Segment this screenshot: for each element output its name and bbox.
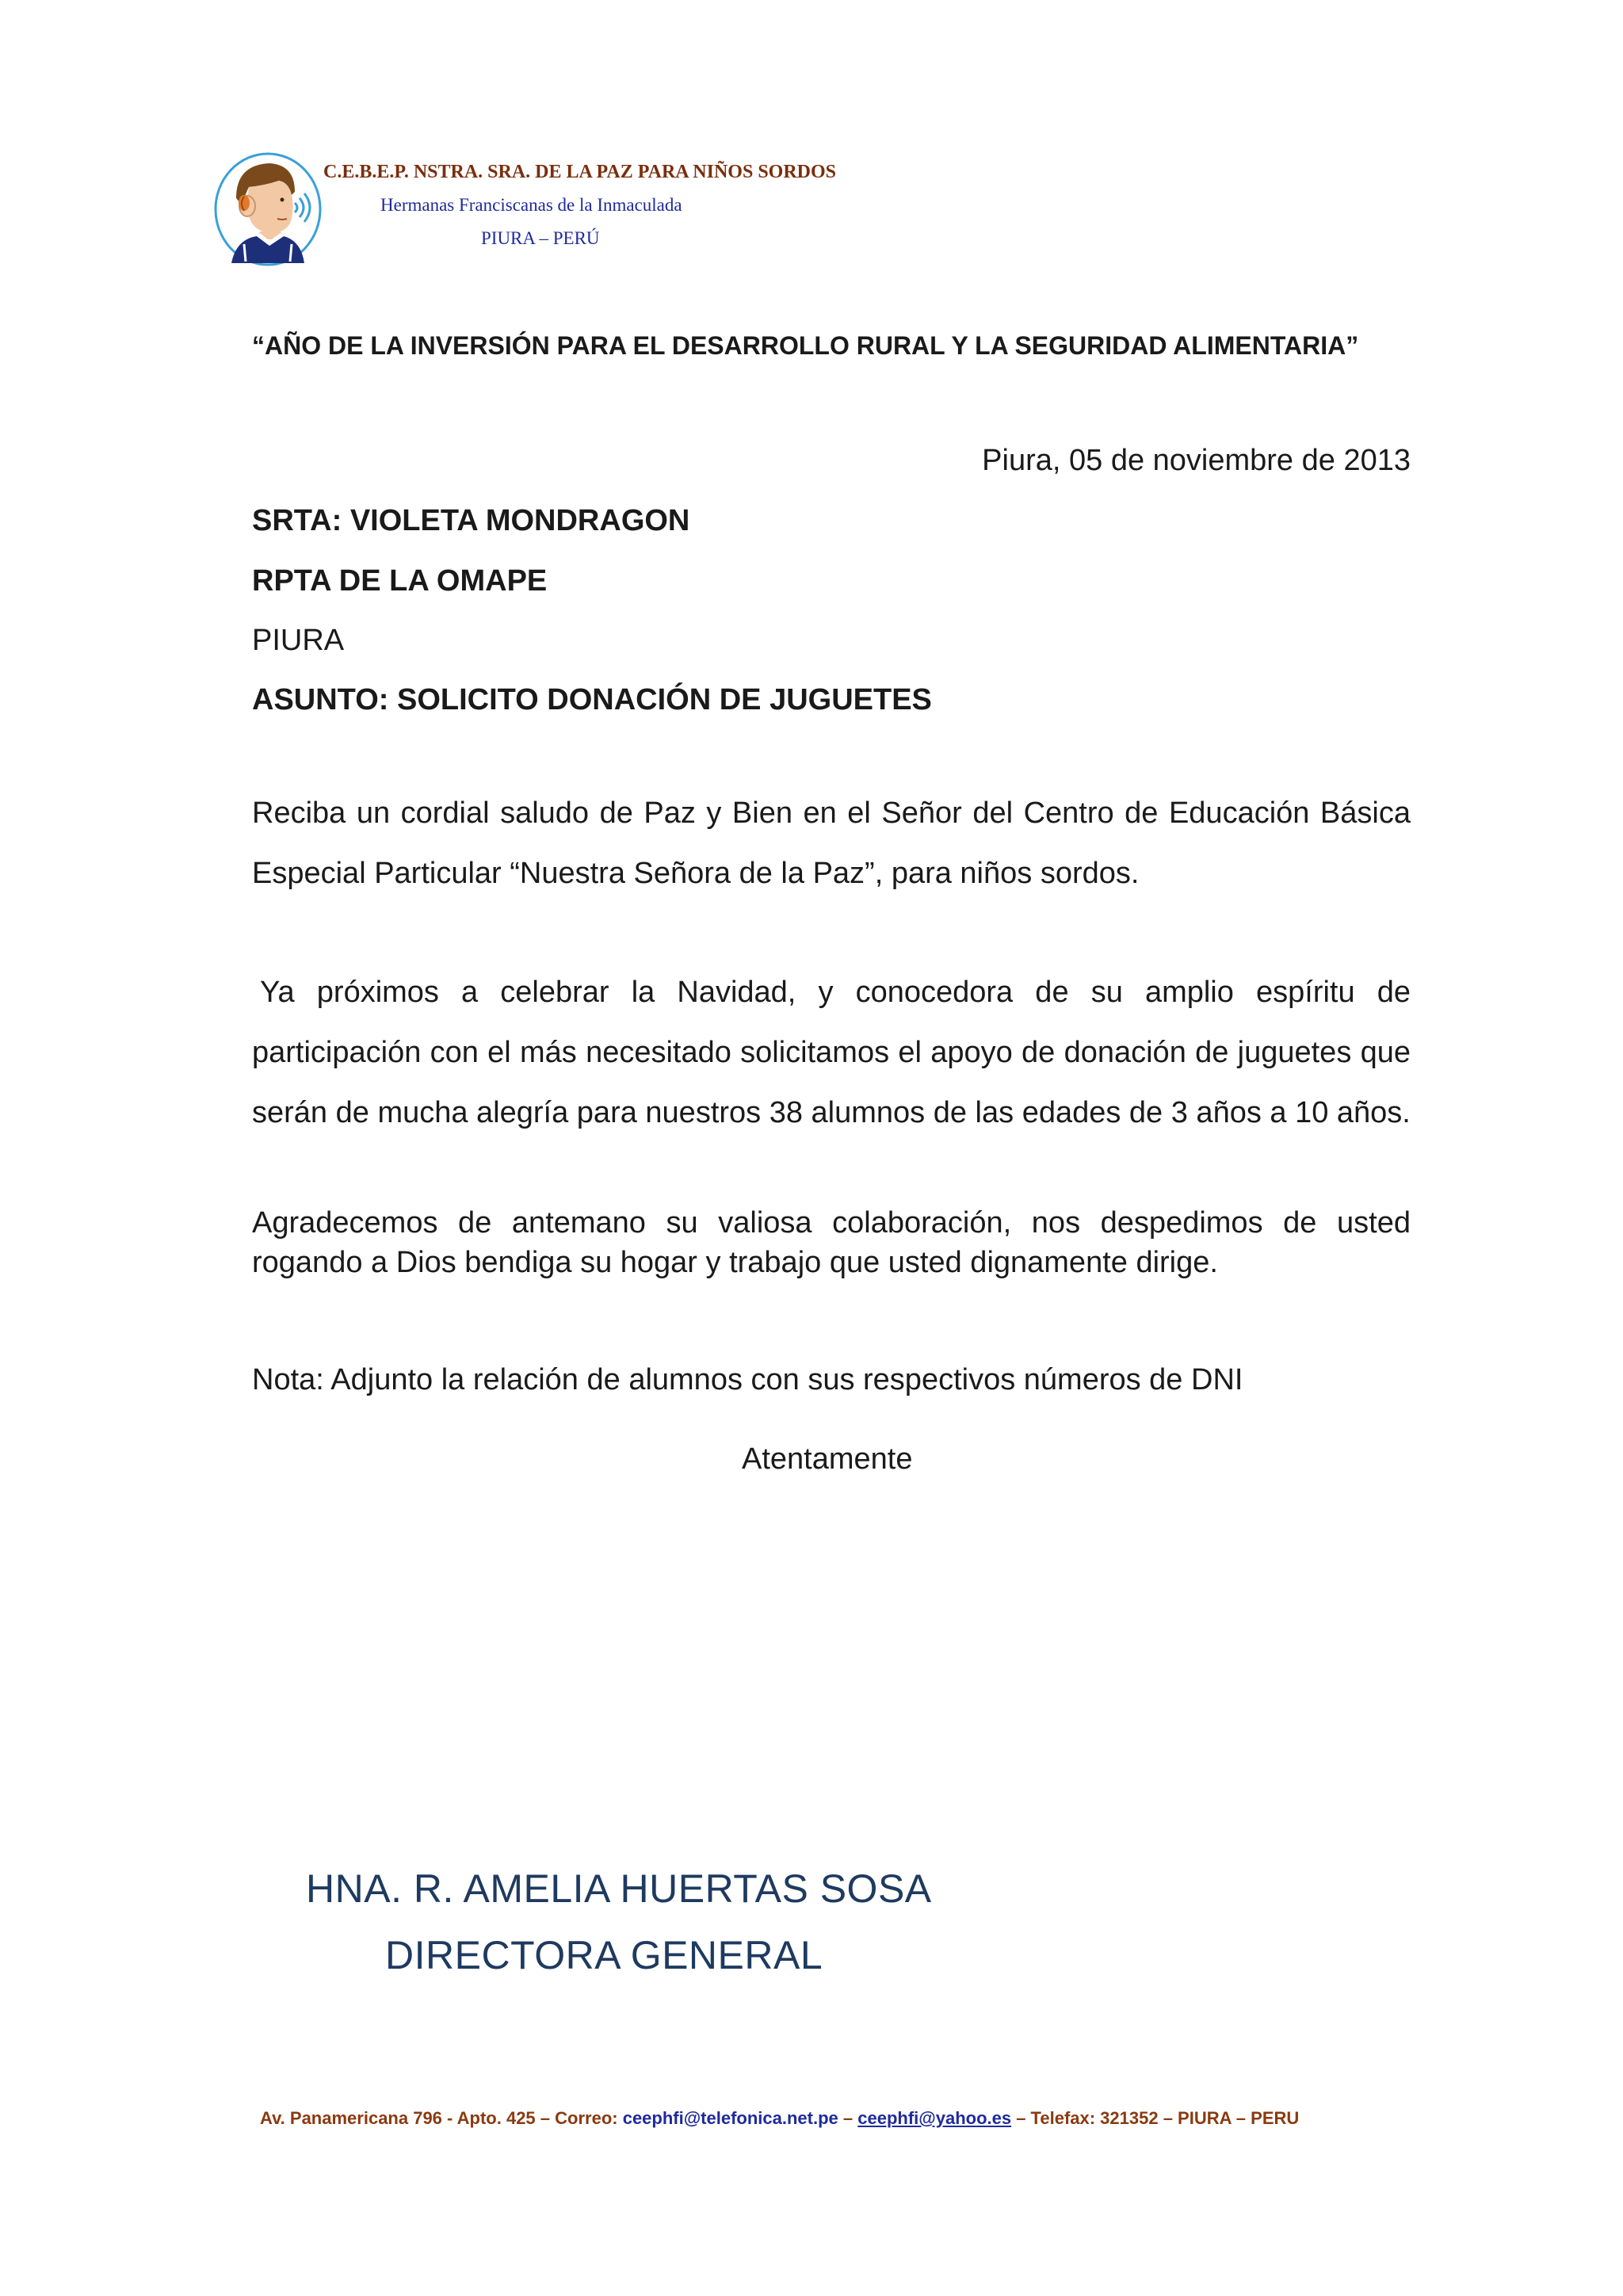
letter-date: Piura, 05 de noviembre de 2013 bbox=[982, 444, 1411, 477]
signatory-title: DIRECTORA GENERAL bbox=[385, 1933, 823, 1977]
footer-email-yahoo-link[interactable]: ceephfi@yahoo.es bbox=[857, 2108, 1012, 2128]
footer-separator: – bbox=[838, 2108, 858, 2128]
recipient-role: RPTA DE LA OMAPE bbox=[252, 564, 548, 598]
recipient-name: SRTA: VIOLETA MONDRAGON bbox=[252, 504, 690, 537]
footer-phone-location: – Telefax: 321352 – PIURA – PERU bbox=[1011, 2108, 1300, 2128]
recipient-city: PIURA bbox=[252, 624, 345, 657]
signatory-name: HNA. R. AMELIA HUERTAS SOSA bbox=[306, 1866, 932, 1911]
request-paragraph: Ya próximos a celebrar la Navidad, y conocedora de su amplio espíritu de participación con el más necesitado solicitamos el apoyo de donación de juguetes que serán de mucha alegría para nuestros 38 alumnos de las edades de 3 años a 10 años. bbox=[252, 976, 1411, 1129]
footer-address: Av. Panamericana 796 - Apto. 425 – Correo: bbox=[260, 2108, 623, 2128]
letter-subject: ASUNTO: SOLICITO DONACIÓN DE JUGUETES bbox=[252, 683, 932, 716]
thanks-paragraph: Agradecemos de antemano su valiosa colaboración, nos despedimos de usted rogando a Dios bendiga su hogar y trabajo que usted dignamente dirige. bbox=[252, 1206, 1411, 1279]
footer-email-telefonica[interactable]: ceephfi@telefonica.net.pe bbox=[622, 2108, 838, 2128]
attachment-note: Nota: Adjunto la relación de alumnos con sus respectivos números de DNI bbox=[252, 1363, 1243, 1396]
congregation-name: Hermanas Franciscanas de la Inmaculada bbox=[380, 195, 682, 215]
greeting-paragraph: Reciba un cordial saludo de Paz y Bien en el Señor del Centro de Educación Básica Especial Particular “Nuestra Señora de la Paz”, para niños sordos. bbox=[252, 797, 1411, 890]
header-location: PIURA – PERÚ bbox=[481, 228, 600, 248]
year-motto: “AÑO DE LA INVERSIÓN PARA EL DESARROLLO RURAL Y LA SEGURIDAD ALIMENTARIA” bbox=[252, 331, 1359, 360]
closing-salutation: Atentamente bbox=[742, 1442, 913, 1476]
footer-contact bbox=[260, 2108, 1299, 2129]
child-with-hearing-aid-logo-icon bbox=[212, 151, 323, 268]
institution-name: C.E.B.E.P. NSTRA. SRA. DE LA PAZ PARA NIÑOS SORDOS bbox=[323, 162, 837, 182]
